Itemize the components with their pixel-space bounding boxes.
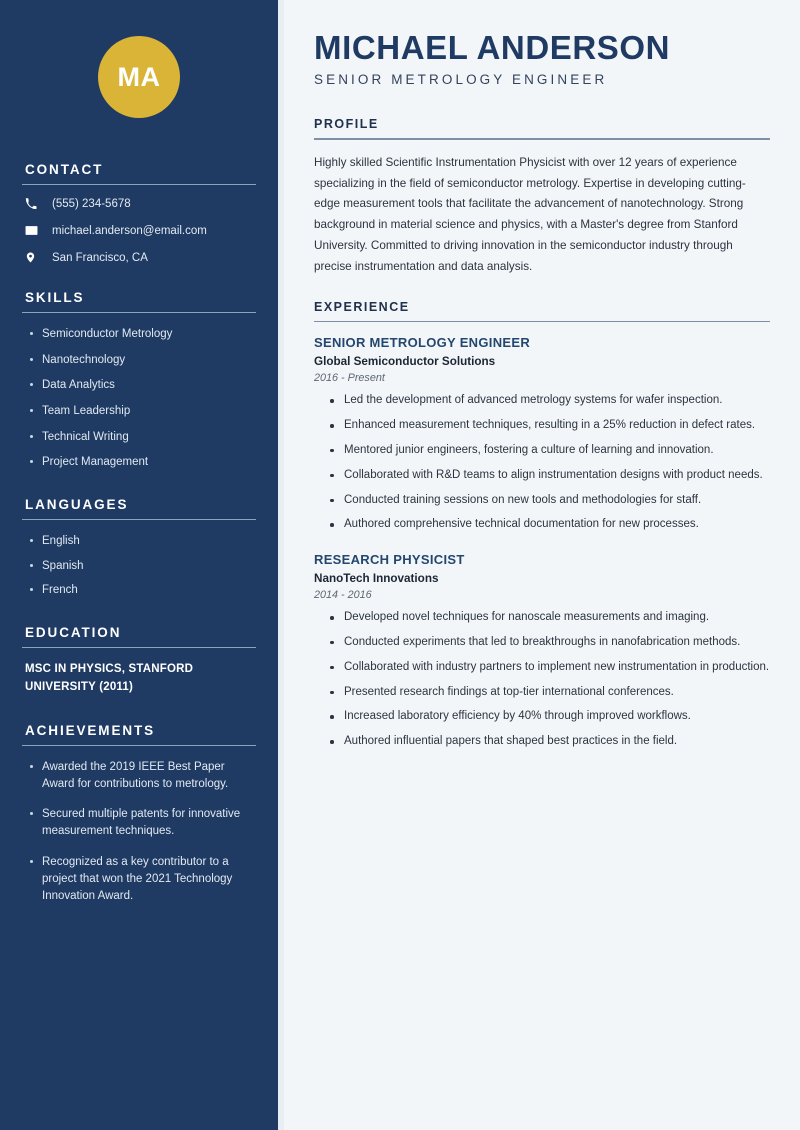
contact-location-value: San Francisco, CA [52, 251, 148, 264]
experience-divider [314, 321, 770, 323]
sidebar [0, 0, 278, 1130]
list-item: Spanish [28, 558, 256, 575]
experience-bullets [314, 392, 770, 534]
list-item: Led the development of advanced metrology systems for wafer inspection. [328, 392, 770, 410]
list-item: Data Analytics [28, 377, 256, 394]
list-item: Enhanced measurement techniques, resulting in a 25% reduction in defect rates. [328, 417, 770, 435]
list-item: Project Management [28, 454, 256, 471]
contact-item-phone[interactable] [25, 198, 256, 210]
list-item: Team Leadership [28, 403, 256, 420]
achievements-heading: ACHIEVEMENTS [25, 722, 156, 738]
contact-email-value: michael.anderson@email.com [52, 224, 207, 237]
list-item: Collaborated with R&D teams to align instrumentation designs with product needs. [328, 467, 770, 485]
experience-company: NanoTech Innovations [314, 572, 439, 586]
experience-job-title: RESEARCH PHYSICIST [314, 552, 465, 568]
main-column [284, 0, 800, 1130]
education-heading: EDUCATION [25, 625, 122, 641]
list-item: Conducted training sessions on new tools and methodologies for staff. [328, 492, 770, 510]
sidebar-section-skills [22, 290, 256, 471]
profile-heading: PROFILE [314, 117, 379, 132]
sidebar-section-contact [22, 162, 256, 264]
main-section-profile [314, 117, 770, 277]
contact-item-email[interactable] [25, 224, 256, 237]
sidebar-section-education [22, 625, 256, 697]
list-item: Authored influential papers that shaped best practices in the field. [328, 733, 770, 751]
languages-divider [22, 519, 256, 520]
experience-job-title: SENIOR METROLOGY ENGINEER [314, 335, 531, 351]
skills-divider [22, 312, 256, 313]
experience-dates: 2016 - Present [314, 372, 385, 385]
contact-phone-value: (555) 234-5678 [52, 198, 131, 210]
list-item: Mentored junior engineers, fostering a culture of learning and innovation. [328, 442, 770, 460]
education-entry: MSC IN PHYSICS, STANFORD UNIVERSITY (2011) [25, 663, 194, 693]
experience-entry [314, 335, 770, 534]
skills-list [22, 326, 256, 471]
contact-item-location[interactable] [25, 251, 256, 264]
list-item: Secured multiple patents for innovative measurement techniques. [28, 806, 256, 841]
list-item: Presented research findings at top-tier international conferences. [328, 684, 770, 702]
sidebar-section-languages [22, 497, 256, 599]
list-item: Conducted experiments that led to breakthroughs in nanofabrication methods. [328, 634, 770, 652]
profile-divider [314, 138, 770, 140]
list-item: Developed novel techniques for nanoscale measurements and imaging. [328, 609, 770, 627]
page-title: MICHAEL ANDERSON [314, 29, 671, 66]
list-item: Recognized as a key contributor to a project that won the 2021 Technology Innovation Award. [28, 854, 256, 906]
list-item: Technical Writing [28, 429, 256, 446]
list-item: French [28, 582, 256, 599]
main-section-experience [314, 300, 770, 751]
education-divider [22, 647, 256, 648]
contact-divider [22, 184, 256, 185]
avatar: MA [98, 36, 180, 118]
languages-heading: LANGUAGES [25, 497, 129, 513]
experience-dates: 2014 - 2016 [314, 589, 372, 602]
envelope-icon [25, 224, 43, 237]
experience-bullets [314, 609, 770, 751]
map-pin-icon [25, 251, 43, 264]
list-item: Nanotechnology [28, 352, 256, 369]
experience-company: Global Semiconductor Solutions [314, 355, 496, 369]
languages-list [22, 533, 256, 599]
achievements-divider [22, 745, 256, 746]
skills-heading: SKILLS [25, 290, 85, 305]
avatar-container [22, 0, 256, 162]
list-item: Increased laboratory efficiency by 40% through improved workflows. [328, 708, 770, 726]
sidebar-section-achievements [22, 723, 256, 906]
profile-text: Highly skilled Scientific Instrumentation Physicist with over 12 years of experience specializing in the field of semiconductor metrology. Expertise in developing cutting-edge measurement tools that facilitate the advancement of nanotechnology. Strong background in material science and physics, with a Master's degree from Stanford University. Committed to driving innovation in the semiconductor industry through precise instrumentation and data analysis. [314, 155, 746, 273]
list-item: Collaborated with industry partners to implement new instrumentation in production. [328, 659, 770, 677]
contact-heading: CONTACT [25, 162, 104, 177]
list-item: Awarded the 2019 IEEE Best Paper Award for contributions to metrology. [28, 759, 256, 794]
achievements-list [22, 759, 256, 906]
experience-heading: EXPERIENCE [314, 299, 410, 314]
phone-icon [25, 198, 43, 210]
list-item: English [28, 533, 256, 550]
list-item: Semiconductor Metrology [28, 326, 256, 343]
list-item: Authored comprehensive technical documentation for new processes. [328, 516, 770, 534]
job-subtitle: SENIOR METROLOGY ENGINEER [314, 72, 608, 88]
experience-entry [314, 552, 770, 751]
